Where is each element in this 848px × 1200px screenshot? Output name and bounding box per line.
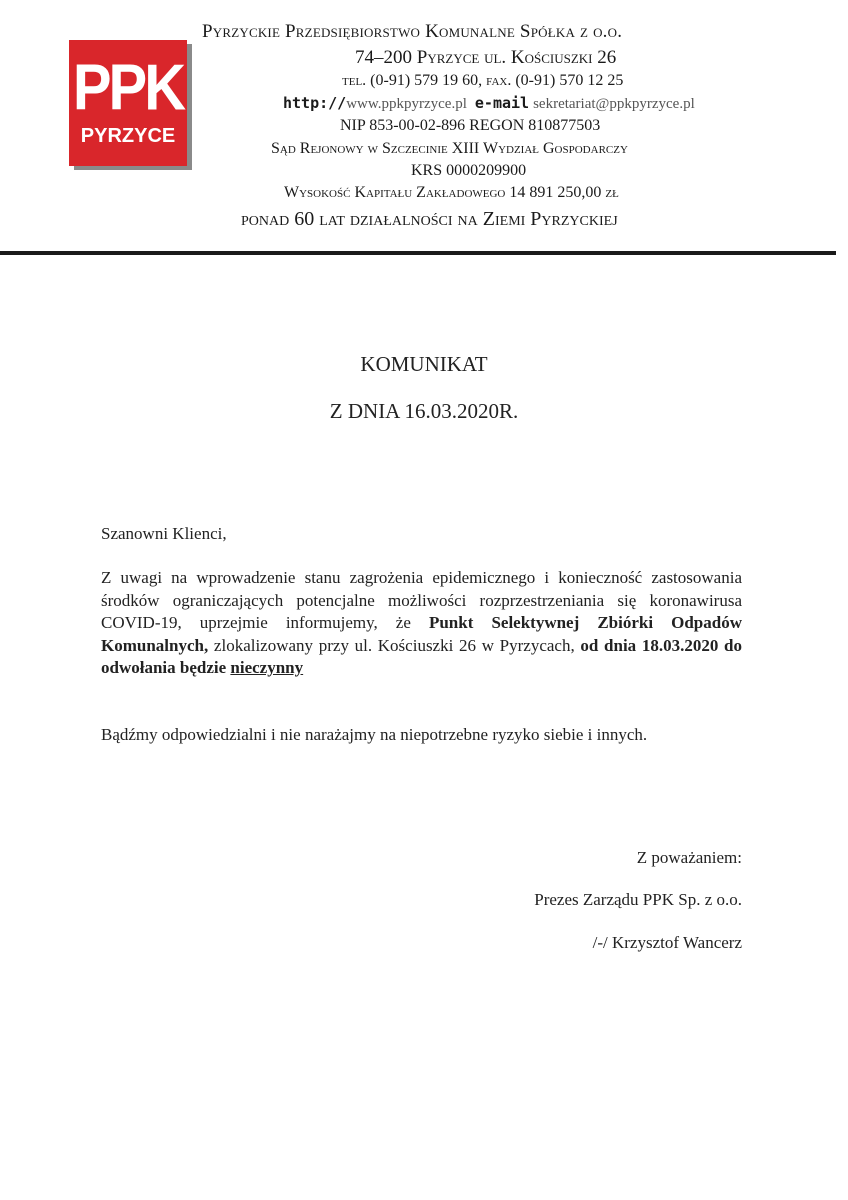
company-address: 74–200 Pyrzyce ul. Kościuszki 26: [355, 47, 617, 68]
document-date: Z DNIA 16.03.2020R.: [329, 399, 519, 423]
signatory-name: /-/ Krzysztof Wancerz: [592, 933, 742, 952]
nip-regon: NIP 853-00-02-896 REGON 810877503: [340, 117, 601, 134]
share-capital: Wysokość Kapitału Zakładowego 14 891 250,00 zł: [284, 184, 619, 201]
logo-main-text: PPK: [72, 51, 184, 124]
signatory-position: Prezes Zarządu PPK Sp. z o.o.: [534, 890, 742, 909]
email-label: e-mail: [474, 94, 530, 112]
web-label: http://: [283, 94, 347, 112]
para-closed-status: nieczynny: [230, 658, 304, 677]
para-text-2: zlokalizowany przy ul. Kościuszki 26 w Pyrzycach,: [208, 635, 581, 655]
para-text-1: Z uwagi na wprowadzenie stanu zagrożenia epidemicznego i konieczność zastosowania środków ograniczających potencjalne możliwości rozprzestrzeniania się koronawirusa COVID-19, uprzejmie informujemy, że: [101, 568, 742, 632]
company-contact-line: [283, 94, 695, 113]
appeal-paragraph: Bądźmy odpowiedzialni i nie narażajmy na niepotrzebne ryzyko siebie i innych.: [101, 725, 648, 744]
document-title: KOMUNIKAT: [360, 352, 488, 376]
para-bold-facility: Punkt Selektywnej Zbiórki Odpadów Komunalnych,: [101, 613, 742, 655]
closing-salutation: Z poważaniem:: [636, 848, 742, 867]
email-link[interactable]: sekretariat@ppkpyrzyce.pl: [533, 96, 695, 112]
krs-number: KRS 0000209900: [411, 162, 527, 179]
company-name: Pyrzyckie Przedsiębiorstwo Komunalne Spółka z o.o.: [202, 21, 623, 42]
header-divider: [0, 251, 836, 255]
company-tagline: ponad 60 lat działalności na Ziemi Pyrzyckiej: [241, 208, 618, 230]
logo-sub-text: PYRZYCE: [80, 125, 176, 147]
para-bold-closure: od dnia 18.03.2020 do odwołania będzie: [101, 635, 742, 677]
greeting: Szanowni Klienci,: [101, 524, 227, 543]
company-phone: tel. (0-91) 579 19 60, fax. (0-91) 570 12 25: [342, 72, 624, 89]
main-paragraph: [101, 567, 742, 680]
registry-court: Sąd Rejonowy w Szczecinie XIII Wydział Gospodarczy: [271, 140, 628, 157]
website-link[interactable]: www.ppkpyrzyce.pl: [346, 96, 467, 112]
company-logo: [69, 40, 187, 166]
